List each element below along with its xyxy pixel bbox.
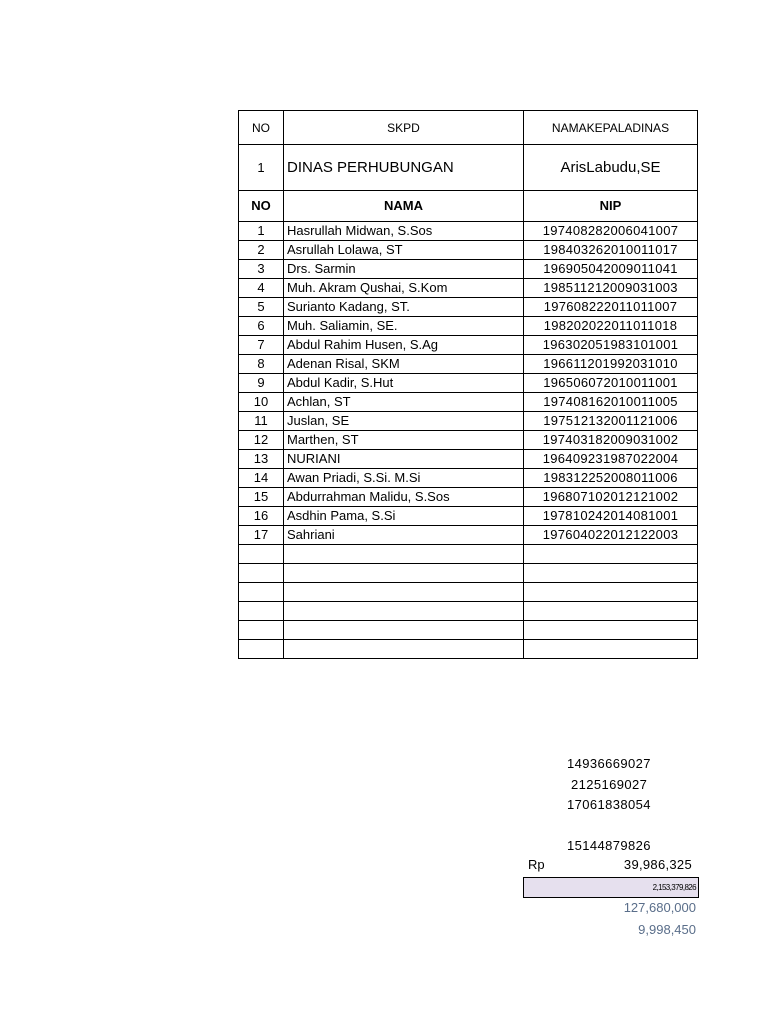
row-no: 6 bbox=[239, 317, 284, 336]
empty-row bbox=[239, 564, 698, 583]
row-nip: 197604022012122003 bbox=[524, 526, 698, 545]
empty-cell bbox=[284, 640, 524, 659]
row-nama: Achlan, ST bbox=[284, 393, 524, 412]
row-nama: Abdul Rahim Husen, S.Ag bbox=[284, 336, 524, 355]
staff-header-row bbox=[239, 191, 698, 222]
row-nama: Muh. Akram Qushai, S.Kom bbox=[284, 279, 524, 298]
staff-header-no: NO bbox=[239, 191, 284, 222]
table-row bbox=[239, 260, 698, 279]
empty-row bbox=[239, 621, 698, 640]
shaded-total-cell: 2,153,379,826 bbox=[523, 877, 699, 898]
table-row bbox=[239, 279, 698, 298]
row-no: 13 bbox=[239, 450, 284, 469]
table-row bbox=[239, 450, 698, 469]
empty-cell bbox=[239, 621, 284, 640]
dinas-row bbox=[239, 145, 698, 191]
table-row bbox=[239, 241, 698, 260]
table-row bbox=[239, 393, 698, 412]
row-no: 2 bbox=[239, 241, 284, 260]
row-nip: 196905042009011041 bbox=[524, 260, 698, 279]
row-nama: Muh. Saliamin, SE. bbox=[284, 317, 524, 336]
header-no: NO bbox=[239, 111, 284, 145]
row-nip: 197408162010011005 bbox=[524, 393, 698, 412]
dinas-name: DINAS PERHUBUNGAN bbox=[284, 145, 524, 191]
row-no: 16 bbox=[239, 507, 284, 526]
row-nip: 196807102012121002 bbox=[524, 488, 698, 507]
row-nip: 196302051983101001 bbox=[524, 336, 698, 355]
staff-rows bbox=[239, 222, 698, 659]
table-row bbox=[239, 298, 698, 317]
empty-row bbox=[239, 583, 698, 602]
rp-value: 39,986,325 bbox=[623, 857, 692, 872]
table-row bbox=[239, 488, 698, 507]
table-row bbox=[239, 355, 698, 374]
row-no: 15 bbox=[239, 488, 284, 507]
row-nip: 196409231987022004 bbox=[524, 450, 698, 469]
empty-cell bbox=[524, 545, 698, 564]
figure-1: 14936669027 bbox=[567, 756, 651, 771]
dinas-no: 1 bbox=[239, 145, 284, 191]
figure-3: 17061838054 bbox=[567, 797, 651, 812]
staff-header-nip: NIP bbox=[524, 191, 698, 222]
figure-2: 2125169027 bbox=[571, 777, 648, 792]
row-nama: Asdhin Pama, S.Si bbox=[284, 507, 524, 526]
row-no: 12 bbox=[239, 431, 284, 450]
row-nama: Asrullah Lolawa, ST bbox=[284, 241, 524, 260]
row-nama: Surianto Kadang, ST. bbox=[284, 298, 524, 317]
blue-value-1: 127,680,000 bbox=[623, 900, 696, 915]
staff-header-nama: NAMA bbox=[284, 191, 524, 222]
row-nama: Abdurrahman Malidu, S.Sos bbox=[284, 488, 524, 507]
row-nip: 196506072010011001 bbox=[524, 374, 698, 393]
row-no: 17 bbox=[239, 526, 284, 545]
blue-value-2: 9,998,450 bbox=[638, 922, 696, 937]
row-nama: Drs. Sarmin bbox=[284, 260, 524, 279]
empty-cell bbox=[239, 602, 284, 621]
header-kepala: NAMAKEPALADINAS bbox=[524, 111, 698, 145]
row-nip: 197403182009031002 bbox=[524, 431, 698, 450]
empty-cell bbox=[524, 564, 698, 583]
row-nip: 198403262010011017 bbox=[524, 241, 698, 260]
row-no: 5 bbox=[239, 298, 284, 317]
row-no: 4 bbox=[239, 279, 284, 298]
empty-cell bbox=[239, 583, 284, 602]
row-nama: Hasrullah Midwan, S.Sos bbox=[284, 222, 524, 241]
header-row bbox=[239, 111, 698, 145]
row-nip: 198312252008011006 bbox=[524, 469, 698, 488]
table-row bbox=[239, 431, 698, 450]
table-row bbox=[239, 336, 698, 355]
row-nip: 197408282006041007 bbox=[524, 222, 698, 241]
row-no: 11 bbox=[239, 412, 284, 431]
table-row bbox=[239, 317, 698, 336]
row-nip: 197810242014081001 bbox=[524, 507, 698, 526]
row-nama: Awan Priadi, S.Si. M.Si bbox=[284, 469, 524, 488]
header-skpd: SKPD bbox=[284, 111, 524, 145]
row-nip: 196611201992031010 bbox=[524, 355, 698, 374]
row-no: 3 bbox=[239, 260, 284, 279]
empty-cell bbox=[239, 564, 284, 583]
table-row bbox=[239, 412, 698, 431]
row-no: 1 bbox=[239, 222, 284, 241]
row-no: 8 bbox=[239, 355, 284, 374]
staff-table bbox=[238, 110, 698, 659]
table-row bbox=[239, 507, 698, 526]
row-nama: Juslan, SE bbox=[284, 412, 524, 431]
row-nama: NURIANI bbox=[284, 450, 524, 469]
empty-cell bbox=[239, 640, 284, 659]
empty-cell bbox=[284, 583, 524, 602]
kepala-name: ArisLabudu,SE bbox=[524, 145, 698, 191]
row-nama: Adenan Risal, SKM bbox=[284, 355, 524, 374]
table-row bbox=[239, 222, 698, 241]
row-no: 9 bbox=[239, 374, 284, 393]
empty-cell bbox=[284, 564, 524, 583]
row-nama: Sahriani bbox=[284, 526, 524, 545]
row-nama: Marthen, ST bbox=[284, 431, 524, 450]
empty-cell bbox=[239, 545, 284, 564]
figure-4: 15144879826 bbox=[567, 838, 651, 853]
row-nama: Abdul Kadir, S.Hut bbox=[284, 374, 524, 393]
empty-row bbox=[239, 545, 698, 564]
table-row bbox=[239, 469, 698, 488]
row-no: 14 bbox=[239, 469, 284, 488]
rp-label: Rp bbox=[528, 857, 545, 872]
row-nip: 198511212009031003 bbox=[524, 279, 698, 298]
empty-cell bbox=[284, 545, 524, 564]
empty-cell bbox=[524, 583, 698, 602]
row-nip: 197512132001121006 bbox=[524, 412, 698, 431]
row-no: 10 bbox=[239, 393, 284, 412]
table-row bbox=[239, 526, 698, 545]
empty-cell bbox=[284, 602, 524, 621]
empty-cell bbox=[524, 640, 698, 659]
table-row bbox=[239, 374, 698, 393]
row-nip: 197608222011011007 bbox=[524, 298, 698, 317]
row-no: 7 bbox=[239, 336, 284, 355]
empty-cell bbox=[284, 621, 524, 640]
empty-row bbox=[239, 640, 698, 659]
empty-cell bbox=[524, 602, 698, 621]
row-nip: 198202022011011018 bbox=[524, 317, 698, 336]
empty-cell bbox=[524, 621, 698, 640]
empty-row bbox=[239, 602, 698, 621]
